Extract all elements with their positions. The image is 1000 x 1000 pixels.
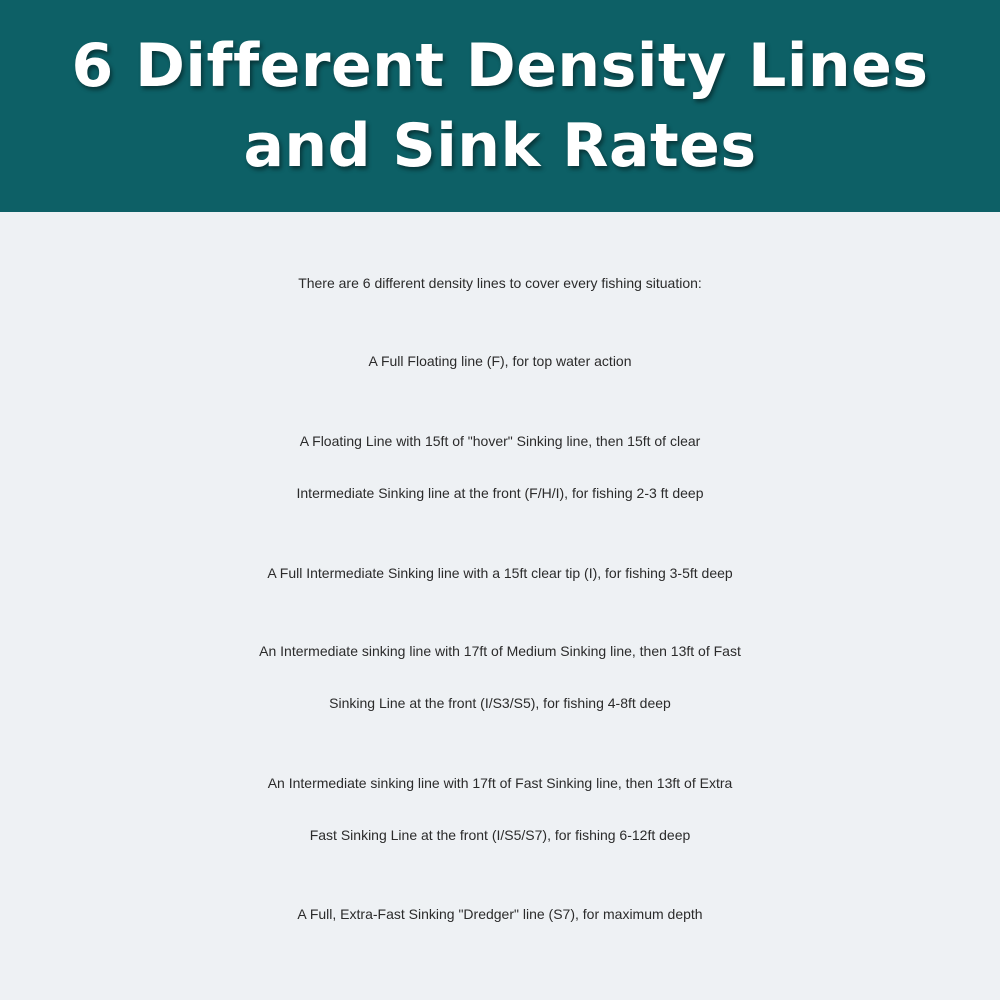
page-title [50, 26, 950, 186]
item-2-line-2: Intermediate Sinking line at the front (F/H/I), for fishing 2-3 ft deep [296, 485, 704, 501]
item-5-line-1: An Intermediate sinking line with 17ft of Fast Sinking line, then 13ft of Extra [267, 775, 733, 791]
item-4-line-2: Sinking Line at the front (I/S3/S5), for fishing 4-8ft deep [329, 695, 671, 711]
item-6-line-1: A Full, Extra-Fast Sinking "Dredger" line (S7), for maximum depth [297, 906, 703, 922]
item-3-line-1: A Full Intermediate Sinking line with a 15ft clear tip (I), for fishing 3-5ft deep [267, 565, 733, 581]
content-area [0, 212, 1000, 1000]
intro-text: There are 6 different density lines to cover every fishing situation: [298, 275, 702, 291]
item-1-line-1: A Full Floating line (F), for top water action [368, 353, 632, 369]
header-banner [0, 0, 1000, 212]
item-2-line-1: A Floating Line with 15ft of "hover" Sinking line, then 15ft of clear [299, 433, 701, 449]
item-4-line-1: An Intermediate sinking line with 17ft of Medium Sinking line, then 13ft of Fast [259, 643, 741, 659]
item-5-line-2: Fast Sinking Line at the front (I/S5/S7), for fishing 6-12ft deep [309, 827, 691, 843]
page-title-line-1: 6 Different Density Lines [71, 31, 929, 101]
page-title-line-2: and Sink Rates [243, 111, 757, 181]
